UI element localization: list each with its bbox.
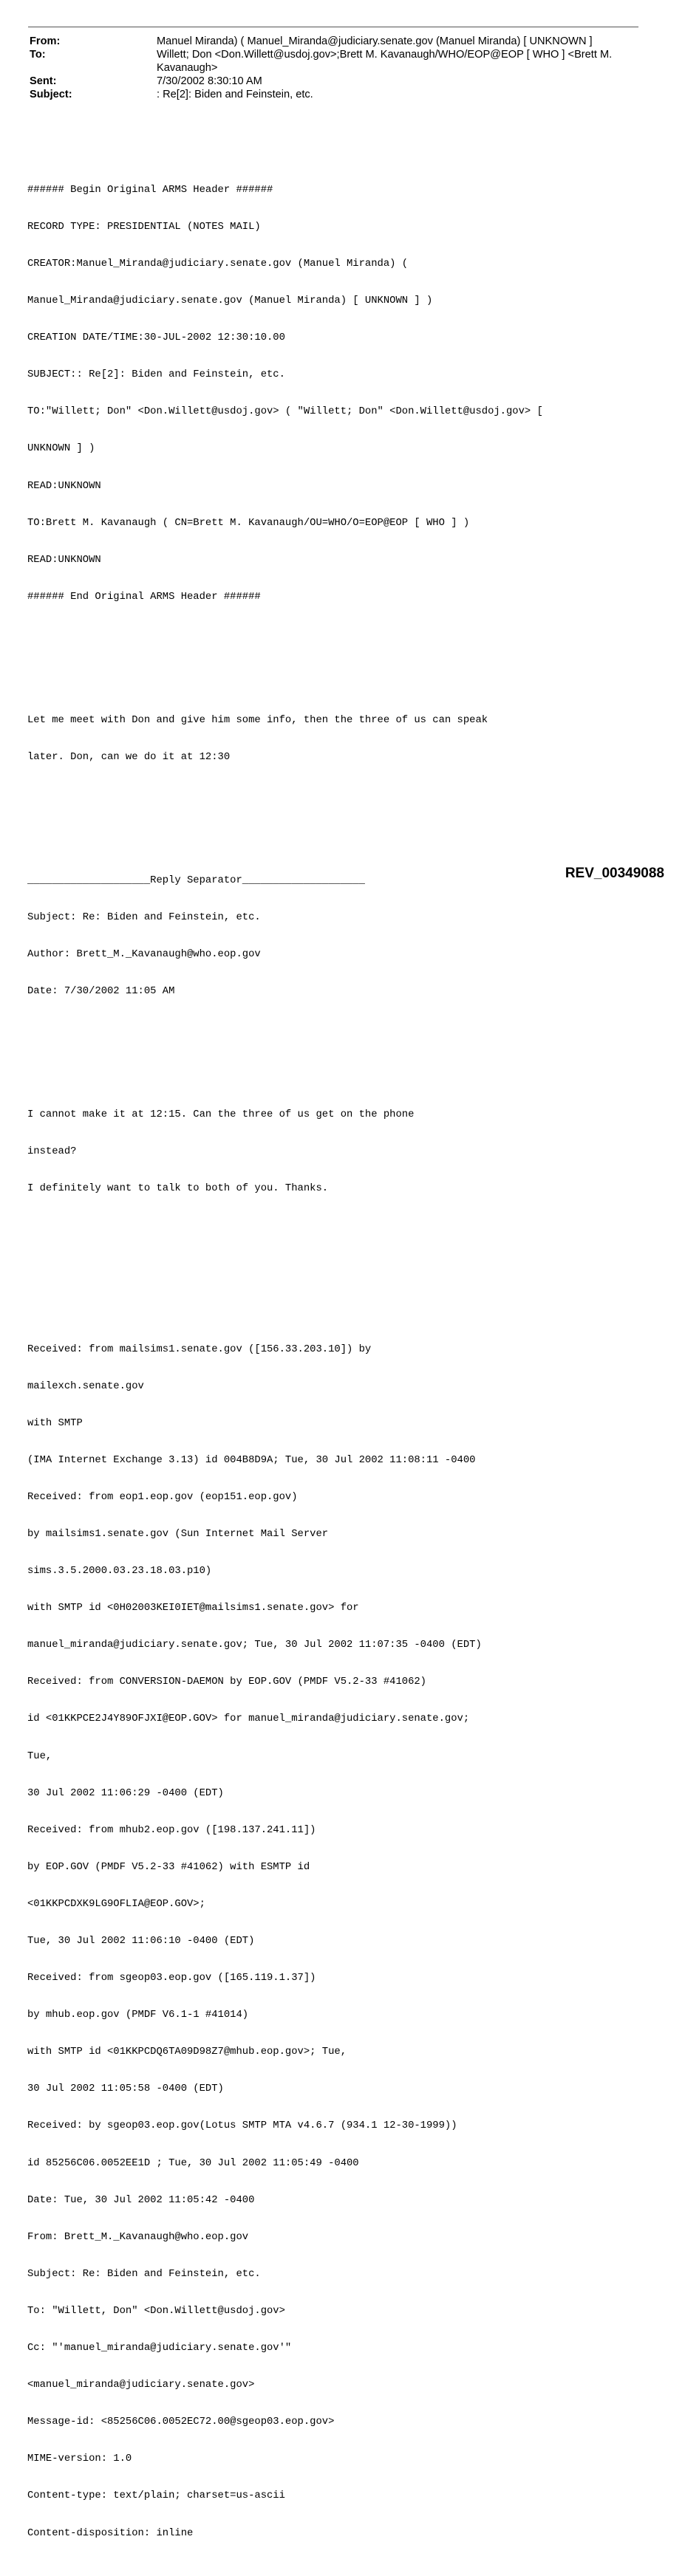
routing-line: Received: from mhub2.eop.gov ([198.137.241.11]) <box>27 1823 316 1836</box>
routing-line: 30 Jul 2002 11:06:29 -0400 (EDT) <box>27 1787 224 1799</box>
from-row <box>30 35 643 48</box>
reply-body-line: I cannot make it at 12:15. Can the three of us get on the phone <box>27 1109 415 1121</box>
subject-label: Subject: <box>30 89 72 100</box>
reply-separator: ____________________Reply Separator____________________ <box>27 874 365 886</box>
arms-line: RECORD TYPE: PRESIDENTIAL (NOTES MAIL) <box>27 220 261 233</box>
bates-number: REV_00349088 <box>565 866 664 881</box>
routing-line: <01KKPCDXK9LG9OFLIA@EOP.GOV>; <box>27 1897 205 1910</box>
routing-line: Cc: "'manuel_miranda@judiciary.senate.gov'" <box>27 2342 292 2354</box>
message-line: Let me meet with Don and give him some info, then the three of us can speak <box>27 713 488 726</box>
routing-block <box>27 1318 670 2564</box>
arms-line: Manuel_Miranda@judiciary.senate.gov (Manuel Miranda) [ UNKNOWN ] ) <box>27 295 433 307</box>
routing-line: with SMTP <box>27 1417 83 1429</box>
reply-body-block <box>27 1084 670 1220</box>
message-block <box>27 689 670 788</box>
routing-line: Received: from eop1.eop.gov (eop151.eop.gov) <box>27 1490 298 1503</box>
routing-line: Received: from CONVERSION-DAEMON by EOP.GOV (PMDF V5.2-33 #41062) <box>27 1676 426 1688</box>
from-value: Manuel Miranda) ( Manuel_Miranda@judiciary.senate.gov (Manuel Miranda) [ UNKNOWN ] <box>157 35 593 47</box>
subject-row <box>30 88 643 101</box>
routing-line: Tue, <box>27 1750 52 1762</box>
routing-line: mailexch.senate.gov <box>27 1380 144 1392</box>
arms-line: READ:UNKNOWN <box>27 479 101 492</box>
routing-line: by EOP.GOV (PMDF V5.2-33 #41062) with ESMTP id <box>27 1860 310 1873</box>
routing-line: Message-id: <85256C06.0052EC72.00@sgeop03.eop.gov> <box>27 2416 335 2428</box>
routing-line: by mailsims1.senate.gov (Sun Internet Mail Server <box>27 1527 329 1540</box>
arms-line: READ:UNKNOWN <box>27 553 101 566</box>
reply-body-line: instead? <box>27 1145 77 1158</box>
routing-line: id 85256C06.0052EE1D ; Tue, 30 Jul 2002 11:05:49 -0400 <box>27 2157 359 2169</box>
blank-line <box>27 1281 670 1294</box>
sent-label: Sent: <box>30 75 57 87</box>
arms-line: CREATION DATE/TIME:30-JUL-2002 12:30:10.00 <box>27 332 285 344</box>
arms-line: SUBJECT:: Re[2]: Biden and Feinstein, etc. <box>27 369 285 381</box>
to-row <box>30 48 643 75</box>
routing-line: Date: Tue, 30 Jul 2002 11:05:42 -0400 <box>27 2193 255 2206</box>
blank-line <box>27 1047 670 1060</box>
routing-line: Content-type: text/plain; charset=us-ascii <box>27 2490 285 2502</box>
routing-line: From: Brett_M._Kavanaugh@who.eop.gov <box>27 2230 249 2243</box>
routing-line: To: "Willett, Don" <Don.Willett@usdoj.gov> <box>27 2304 285 2317</box>
routing-line: Subject: Re: Biden and Feinstein, etc. <box>27 2267 261 2280</box>
routing-line: with SMTP id <0H02003KEI0IET@mailsims1.senate.gov> for <box>27 1602 359 1614</box>
routing-line: id <01KKPCE2J4Y89OFJXI@EOP.GOV> for manuel_miranda@judiciary.senate.gov; <box>27 1713 470 1725</box>
sent-row <box>30 75 643 88</box>
arms-line: UNKNOWN ] ) <box>27 442 95 455</box>
email-header <box>30 35 643 101</box>
routing-line: Received: from mailsims1.senate.gov ([156.33.203.10]) by <box>27 1343 372 1355</box>
subject-value: : Re[2]: Biden and Feinstein, etc. <box>157 89 313 100</box>
to-value-line-2: Kavanaugh> <box>157 62 218 74</box>
routing-line: (IMA Internet Exchange 3.13) id 004B8D9A; Tue, 30 Jul 2002 11:08:11 -0400 <box>27 1453 476 1466</box>
arms-line: CREATOR:Manuel_Miranda@judiciary.senate.gov (Manuel Miranda) ( <box>27 258 409 270</box>
arms-header-block <box>27 159 670 628</box>
blank-line <box>27 1244 670 1257</box>
arms-line: TO:"Willett; Don" <Don.Willett@usdoj.gov> ( "Willett; Don" <Don.Willett@usdoj.gov> [ <box>27 405 543 418</box>
routing-line: Received: from sgeop03.eop.gov ([165.119.1.37]) <box>27 1972 316 1984</box>
blank-line <box>27 652 670 665</box>
blank-line <box>27 812 670 825</box>
to-value <box>157 48 643 75</box>
reply-date: Date: 7/30/2002 11:05 AM <box>27 985 175 998</box>
routing-line: sims.3.5.2000.03.23.18.03.p10) <box>27 1565 212 1578</box>
reply-author: Author: Brett_M._Kavanaugh@who.eop.gov <box>27 948 261 961</box>
arms-line: TO:Brett M. Kavanaugh ( CN=Brett M. Kavanaugh/OU=WHO/O=EOP@EOP [ WHO ] ) <box>27 516 470 529</box>
routing-line: Received: by sgeop03.eop.gov(Lotus SMTP MTA v4.6.7 (934.1 12-30-1999)) <box>27 2120 457 2132</box>
to-label: To: <box>30 49 46 61</box>
routing-line: 30 Jul 2002 11:05:58 -0400 (EDT) <box>27 2083 224 2095</box>
routing-line: Content-disposition: inline <box>27 2527 194 2539</box>
email-body <box>27 134 670 2576</box>
reply-body-line: I definitely want to talk to both of you. Thanks. <box>27 1182 329 1195</box>
routing-line: <manuel_miranda@judiciary.senate.gov> <box>27 2379 255 2391</box>
routing-line: MIME-version: 1.0 <box>27 2453 132 2465</box>
routing-line: Tue, 30 Jul 2002 11:06:10 -0400 (EDT) <box>27 1935 255 1947</box>
message-line: later. Don, can we do it at 12:30 <box>27 750 231 763</box>
routing-line: by mhub.eop.gov (PMDF V6.1-1 #41014) <box>27 2009 249 2021</box>
reply-subject: Subject: Re: Biden and Feinstein, etc. <box>27 911 261 924</box>
to-value-line-1: Willett; Don <Don.Willett@usdoj.gov>;Brett M. Kavanaugh/WHO/EOP@EOP [ WHO ] <Brett M. <box>157 49 613 61</box>
from-label: From: <box>30 35 61 47</box>
routing-line: manuel_miranda@judiciary.senate.gov; Tue, 30 Jul 2002 11:07:35 -0400 (EDT) <box>27 1639 482 1651</box>
routing-line: with SMTP id <01KKPCDQ6TA09D98Z7@mhub.eop.gov>; Tue, <box>27 2046 347 2058</box>
arms-line: ###### Begin Original ARMS Header ###### <box>27 183 273 196</box>
sent-value: 7/30/2002 8:30:10 AM <box>157 75 262 87</box>
arms-line: ###### End Original ARMS Header ###### <box>27 590 261 603</box>
